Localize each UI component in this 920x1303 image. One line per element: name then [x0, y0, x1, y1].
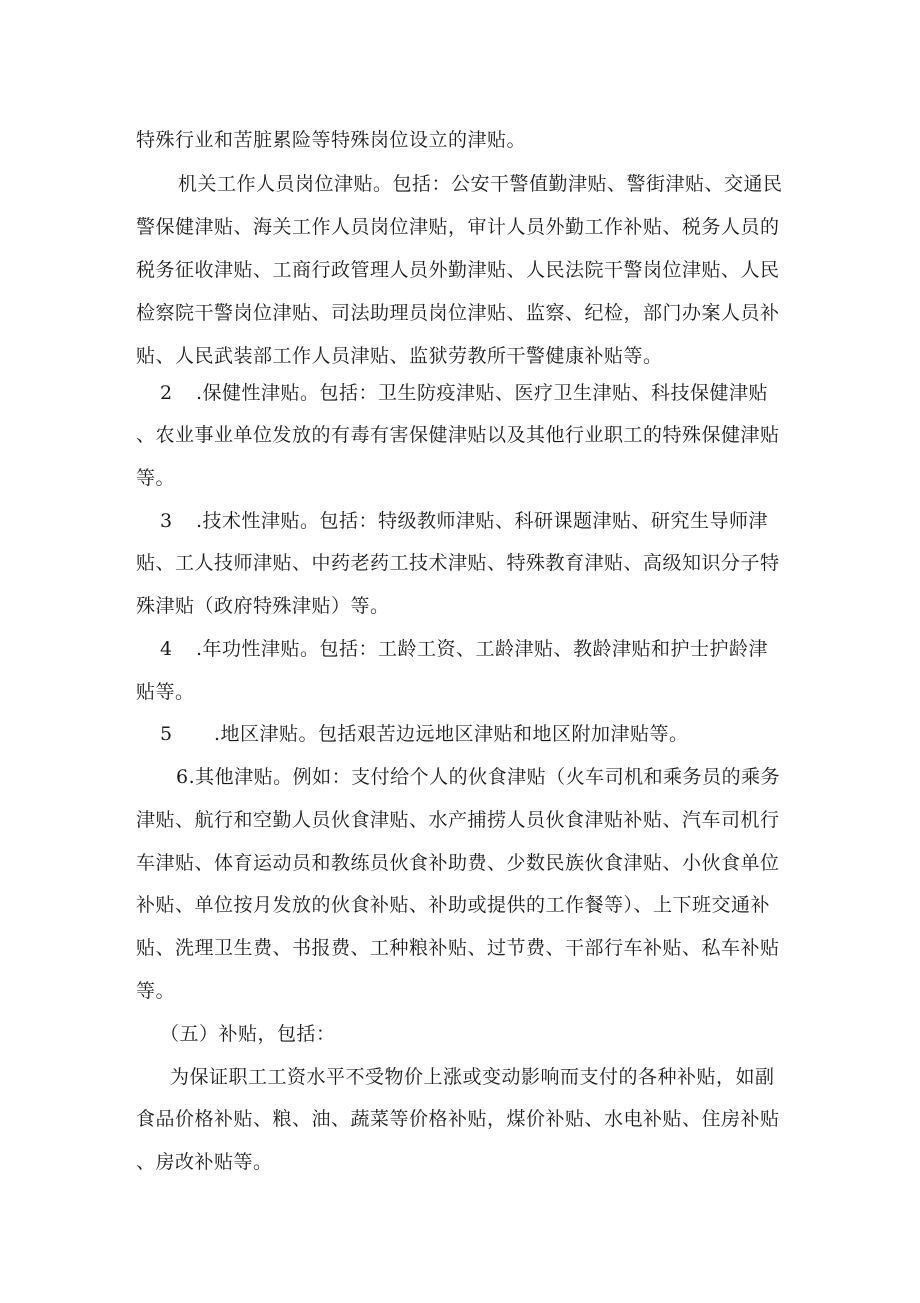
section-5-line-2: 食品价格补贴、粮、油、蔬菜等价格补贴，煤价补贴、水电补贴、住房补贴 [136, 1108, 780, 1130]
section-5-line-3: 、房改补贴等。 [136, 1151, 273, 1173]
item-2-line-3: 等。 [136, 467, 176, 489]
item-6-line-6: 等。 [136, 980, 176, 1002]
item-4-line-1: .年功性津贴。包括：工龄工资、工龄津贴、教龄津贴和护士护龄津 [196, 638, 769, 660]
item-3-line-3: 殊津贴（政府特殊津贴）等。 [136, 595, 390, 617]
paragraph-office-line-5: 贴、人民武装部工作人员津贴、监狱劳教所干警健康补贴等。 [136, 345, 663, 367]
item-5-number: 5 [160, 723, 173, 745]
item-4-number: 4 [160, 638, 173, 660]
paragraph-intro-tail: 特殊行业和苦脏累险等特殊岗位设立的津贴。 [136, 129, 527, 151]
item-6-line-2: 津贴、航行和空勤人员伙食津贴、水产捕捞人员伙食津贴补贴、汽车司机行 [136, 809, 780, 831]
item-2-line-2: 、农业事业单位发放的有毒有害保健津贴以及其他行业职工的特殊保健津贴 [136, 424, 780, 446]
item-3-number: 3 [160, 510, 173, 532]
item-2-number: 2 [160, 382, 173, 404]
item-6-line-5: 贴、洗理卫生费、书报费、工种粮补贴、过节费、干部行车补贴、私车补贴 [136, 937, 780, 959]
item-2-line-1: .保健性津贴。包括：卫生防疫津贴、医疗卫生津贴、科技保健津贴 [196, 382, 769, 404]
item-3-line-2: 贴、工人技师津贴、中药老药工技术津贴、特殊教育津贴、高级知识分子特 [136, 552, 780, 574]
item-5-line-1: .地区津贴。包括艰苦边远地区津贴和地区附加津贴等。 [214, 723, 689, 745]
section-5-heading: （五）补贴，包括： [160, 1023, 336, 1045]
section-5-line-1: 为保证职工工资水平不受物价上涨或变动影响而支付的各种补贴，如副 [170, 1066, 775, 1088]
paragraph-office-line-4: 检察院干警岗位津贴、司法助理员岗位津贴、监察、纪检，部门办案人员补 [136, 302, 780, 324]
item-6-line-1: 6.其他津贴。例如：支付给个人的伙食津贴（火车司机和乘务员的乘务 [176, 766, 781, 788]
item-6-line-4: 补贴、单位按月发放的伙食补贴、补助或提供的工作餐等）、上下班交通补 [136, 894, 771, 916]
item-6-line-3: 车津贴、体育运动员和教练员伙食补助费、少数民族伙食津贴、小伙食单位 [136, 852, 780, 874]
paragraph-office-line-2: 警保健津贴、海关工作人员岗位津贴，审计人员外勤工作补贴、税务人员的 [136, 216, 780, 238]
paragraph-office-line-3: 税务征收津贴、工商行政管理人员外勤津贴、人民法院干警岗位津贴、人民 [136, 259, 780, 281]
item-4-line-2: 贴等。 [136, 681, 195, 703]
item-3-line-1: .技术性津贴。包括：特级教师津贴、科研课题津贴、研究生导师津 [196, 510, 769, 532]
paragraph-office-line-1: 机关工作人员岗位津贴。包括：公安干警值勤津贴、警街津贴、交通民 [178, 173, 783, 195]
